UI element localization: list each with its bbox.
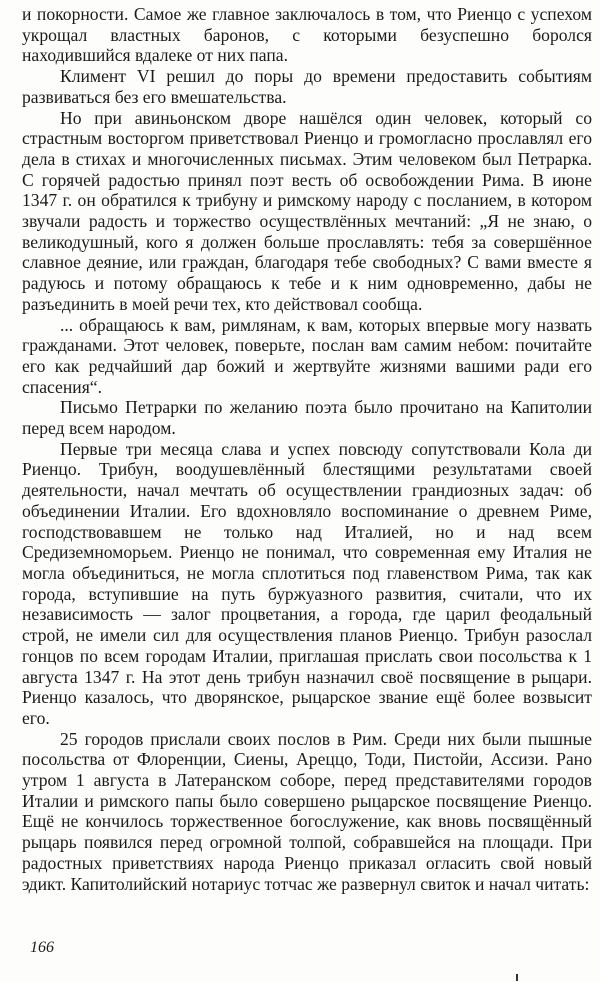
paragraph-continuation: и покорности. Самое же главное заключалось в том, что Риенцо с успехом укрощал властных баронов, с которыми безуспешно боролся находившийся вдалеке от них папа. bbox=[22, 4, 592, 66]
print-speck bbox=[516, 974, 518, 981]
paragraph: Первые три месяца слава и успех повсюду сопутствовали Кола ди Риенцо. Трибун, воодушевлённый блестящими результатами своей деятельности, начал мечтать об осуществлении грандиозных задач: об объединении Италии. Его вдохновляло воспоминание о древнем Риме, господствовавшем не только над Италией, но и над всем Средиземноморьем. Риенцо не понимал, что современная ему Италия не могла объединиться, не могла сплотиться под главенством Рима, так как города, вступившие на путь буржуазного развития, считали, что их независимость — залог процветания, а города, где царил феодальный строй, не имели сил для осуществления планов Риенцо. Трибун разослал гонцов по всем городам Италии, приглашая прислать свои посольства к 1 августа 1347 г. На этот день трибун назначил своё посвящение в рыцари. Риенцо казалось, что дворянское, рыцарское звание ещё более возвысит его. bbox=[22, 438, 592, 728]
paragraph: Климент VI решил до поры до времени предоставить событиям развиваться без его вмешательства. bbox=[22, 66, 592, 107]
page-number: 166 bbox=[30, 939, 54, 956]
paragraph: Письмо Петрарки по желанию поэта было прочитано на Капитолии перед всем народом. bbox=[22, 397, 592, 439]
body-text bbox=[22, 4, 592, 894]
paragraph: Но при авиньонском дворе нашёлся один человек, который со страстным восторгом приветствовал Риенцо и громогласно прославлял его дела в стихах и многочисленных письмах. Этим человеком был Петрарка. С горячей радостью принял поэт весть об освобождении Рима. В июне 1347 г. он обратился к трибуну и римскому народу с посланием, в котором звучали радость и торжество осуществлённых мечтаний: „Я не знаю, о великодушный, кого я должен больше прославлять: тебя за совершённое славное деяние, или граждан, благодаря тебе свободных? С вами вместе я радуюсь и потому обращаюсь к тебе и к ним одновременно, дабы не разъединить в моей речи тех, кто действовал сообща. bbox=[22, 107, 592, 314]
paragraph: 25 городов прислали своих послов в Рим. Среди них были пышные посольства от Флоренции, Сиены, Ареццо, Тоди, Пистойи, Ассизи. Рано утром 1 августа в Латеранском соборе, перед представителями городов Италии и римского папы было совершено рыцарское посвящение Риенцо. Ещё не кончилось торжественное богослужение, как вновь посвящённый рыцарь появился перед огромной толпой, собравшейся на площади. При радостных приветствиях народа Риенцо приказал огласить свой новый эдикт. Капитолийский нотариус тотчас же развернул свиток и начал читать: bbox=[22, 728, 592, 894]
paragraph: ... обращаюсь к вам, римлянам, к вам, которых впервые могу назвать гражданами. Этот человек, поверьте, послан вам самим небом: почитайте его как редчайший дар божий и жертвуйте жизнями вашими ради его спасения“. bbox=[22, 314, 592, 397]
